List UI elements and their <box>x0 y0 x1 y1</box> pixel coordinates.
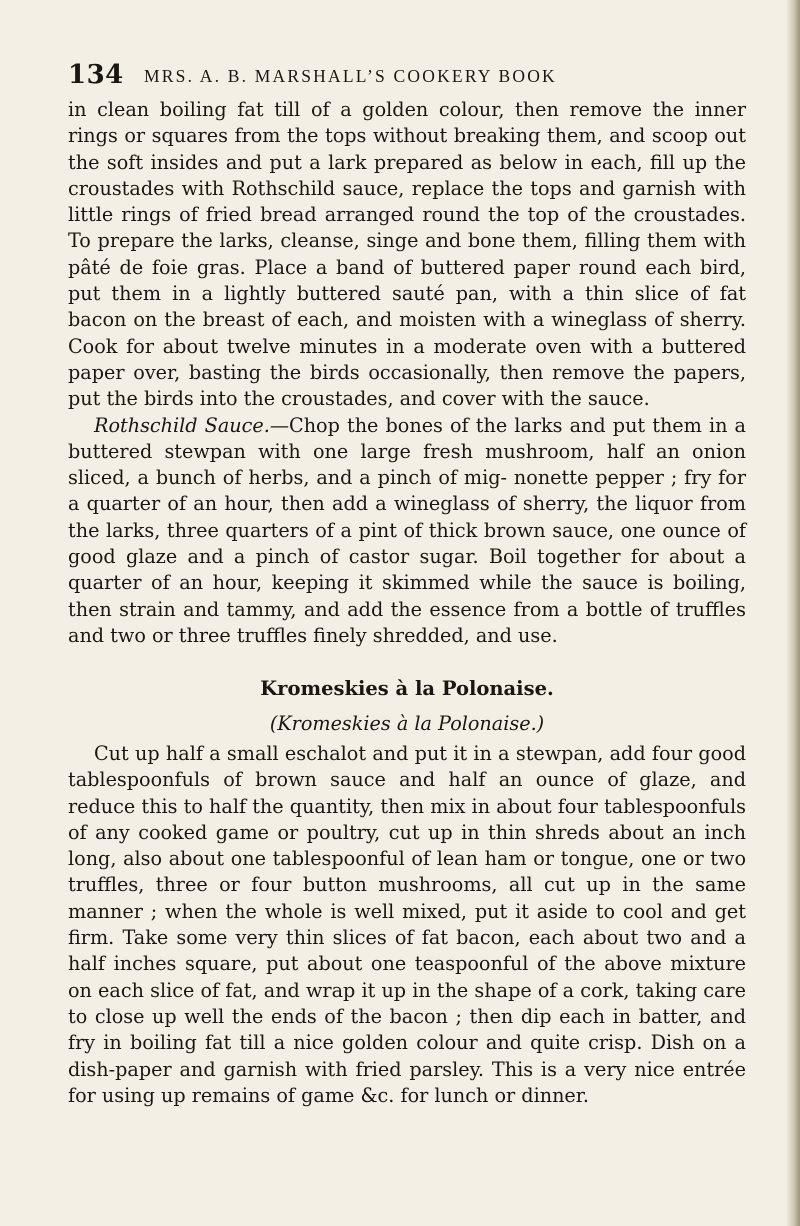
page-number: 134 <box>68 60 124 90</box>
sauce-heading: Rothschild Sauce. <box>94 413 270 437</box>
recipe-body: Cut up half a small eschalot and put it in a stewpan, add four good tablespoonfuls of brown sauce and half an ounce of glaze, and reduce this to half the quantity, then mix in about four tablespoonfuls of any cooked game or poultry, cut up in thin shreds about an inch long, also about one tablespoonful of lean ham or tongue, one or two truffles, three or four button mushrooms, all cut up in the same manner ; when the whole is well mixed, put it aside to cool and get firm. Take some very thin slices of fat bacon, each about two and a half inches square, put about one teaspoonful of the above mixture on each slice of fat, and wrap it up in the shape of a cork, taking care to close up well the ends of the bacon ; then dip each in batter, and fry in boiling fat till a nice golden colour and quite crisp. Dish on a dish-paper and garnish with fried parsley. This is a very nice entrée for using up remains of game &c. for lunch or dinner. <box>68 742 746 1107</box>
recipe-title: Kromeskies à la Polonaise. <box>260 677 554 700</box>
recipe-text-block <box>68 741 746 1109</box>
intro-text-block <box>68 97 746 649</box>
rothschild-sauce-paragraph <box>68 413 746 650</box>
page-header <box>68 60 748 96</box>
croustade-paragraph: in clean boiling fat till of a golden colour, then remove the inner rings or squares from the tops without breaking them, and scoop out the soft insides and put a lark prepared as below in each, fill up the croustades with Rothschild sauce, replace the tops and garnish with little rings of fried bread arranged round the top of the croustades. To prepare the larks, cleanse, singe and bone them, filling them with pâté de foie gras. Place a band of buttered paper round each bird, put them in a lightly buttered sauté pan, with a thin slice of fat bacon on the breast of each, and moisten with a wineglass of sherry. Cook for about twelve minutes in a moderate oven with a buttered paper over, basting the birds occasionally, then remove the papers, put the birds into the croustades, and cover with the sauce. <box>68 98 746 411</box>
recipe-subtitle: (Kromeskies à la Polonaise.) <box>269 712 545 735</box>
page-edge-shadow <box>786 0 800 1226</box>
sauce-body: —Chop the bones of the larks and put them in a buttered stewpan with one large fresh mushroom, half an onion sliced, a bunch of herbs, and a pinch of mig- nonette pepper ; fry for a quarter of an hour, then add a wineglass of sherry, the liquor from the larks, three quarters of a pint of thick brown sauce, one ounce of good glaze and a pinch of castor sugar. Boil together for about a quarter of an hour, keeping it skimmed while the sauce is boiling, then strain and tammy, and add the essence from a bottle of truffles and two or three truffles finely shredded, and use. <box>68 413 746 647</box>
running-head: MRS. A. B. MARSHALL’S COOKERY BOOK <box>144 66 557 86</box>
